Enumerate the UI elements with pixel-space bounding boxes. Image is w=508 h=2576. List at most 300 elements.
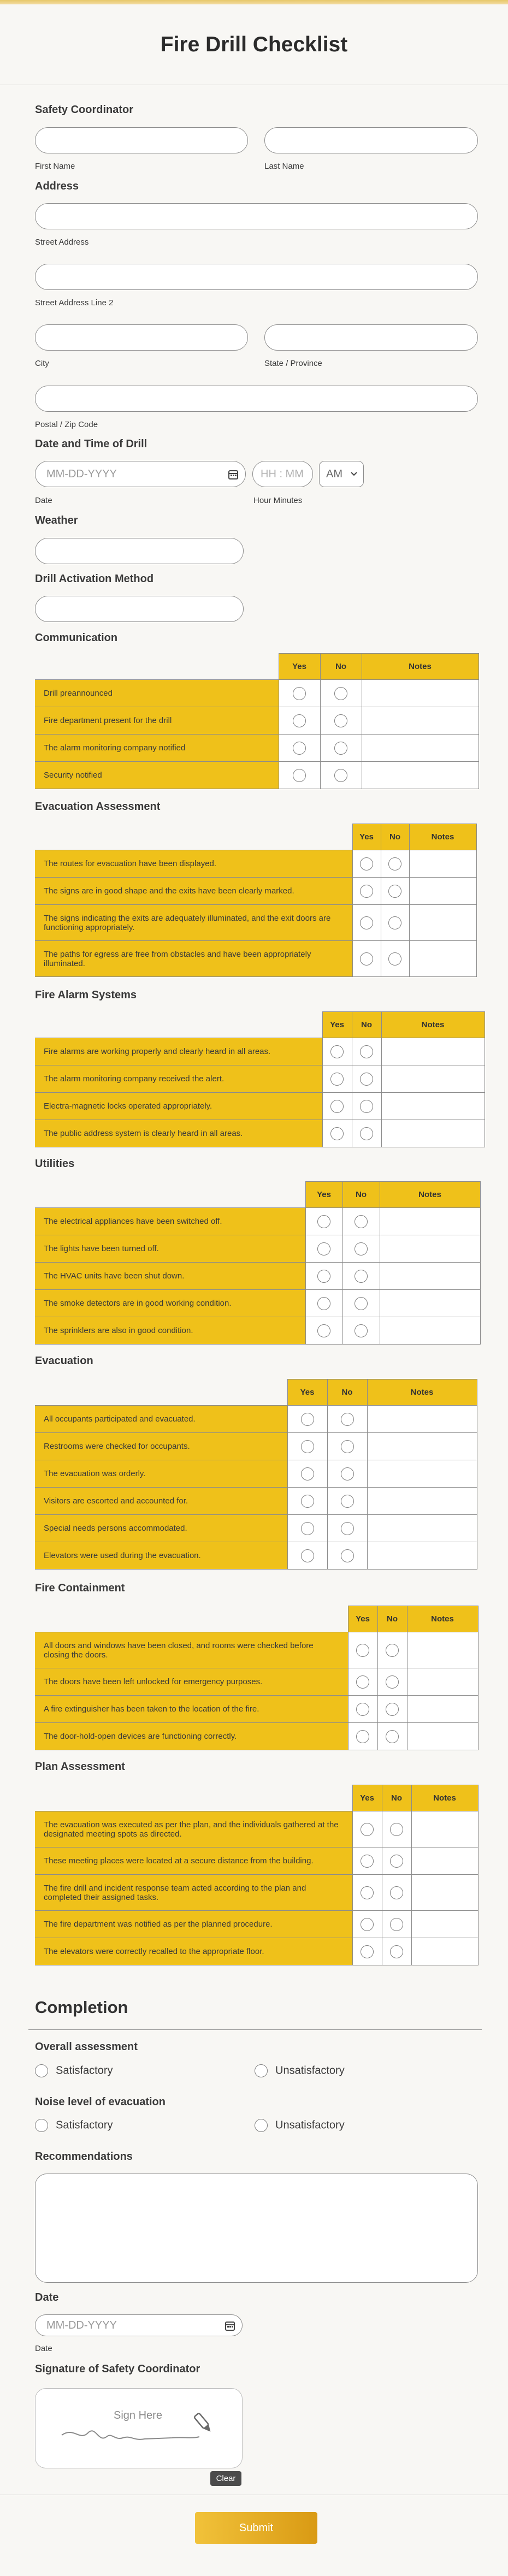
no-radio[interactable] [334, 769, 347, 782]
cell-no [382, 1811, 411, 1847]
drill-datetime-label: Date and Time of Drill [35, 438, 147, 450]
cell-yes [279, 707, 320, 735]
chevron-down-icon [350, 471, 358, 477]
cell-no [327, 1488, 367, 1515]
cell-no [327, 1406, 367, 1433]
row-question: A fire extinguisher has been taken to the location of the fire. [35, 1696, 348, 1723]
yes-radio[interactable] [301, 1549, 314, 1562]
cell-no [342, 1290, 380, 1317]
yes-radio[interactable] [356, 1703, 369, 1716]
activation-input[interactable] [35, 596, 244, 622]
cell-yes [305, 1235, 342, 1263]
yes-radio[interactable] [360, 952, 373, 966]
row-question: The fire department was notified as per the planned procedure. [35, 1911, 352, 1938]
notes-input[interactable] [367, 1460, 477, 1488]
drill-time-input[interactable]: HH : MM [252, 461, 313, 487]
cell-yes [348, 1632, 377, 1668]
yes-radio[interactable] [301, 1467, 314, 1481]
cell-yes [352, 1847, 382, 1875]
row-question: Restrooms were checked for occupants. [35, 1433, 287, 1460]
no-radio[interactable] [355, 1324, 368, 1337]
noise-satisfactory-option[interactable] [35, 2119, 113, 2132]
column-yes-header: Yes [352, 1785, 382, 1811]
cell-no [352, 1065, 381, 1093]
column-no-header: No [352, 1012, 381, 1038]
row-question: The signs are in good shape and the exits have been clearly marked. [35, 878, 352, 905]
cell-yes [287, 1460, 327, 1488]
cell-no [320, 762, 362, 789]
cell-no [327, 1542, 367, 1570]
yes-radio[interactable] [293, 687, 306, 700]
activation-label: Drill Activation Method [35, 573, 154, 585]
table-row [35, 1542, 477, 1570]
notes-input[interactable] [380, 1208, 480, 1235]
cell-yes [352, 850, 381, 878]
no-radio[interactable] [386, 1644, 399, 1657]
postal-input[interactable] [35, 386, 478, 412]
cell-yes [305, 1317, 342, 1345]
section-title: Plan Assessment [35, 1761, 125, 1773]
notes-input[interactable] [407, 1632, 478, 1668]
yes-radio[interactable] [360, 885, 373, 898]
top-accent-bar [0, 0, 508, 4]
header-spacer [35, 1606, 348, 1632]
notes-input[interactable] [381, 1120, 485, 1147]
no-radio[interactable] [334, 714, 347, 727]
notes-input[interactable] [381, 1065, 485, 1093]
notes-input[interactable] [411, 1938, 478, 1965]
table-row [35, 707, 479, 735]
yes-radio[interactable] [361, 1823, 374, 1836]
cell-no [342, 1235, 380, 1263]
overall-assessment-label: Overall assessment [35, 2041, 138, 2053]
table-row [35, 762, 479, 789]
column-notes-header: Notes [411, 1785, 478, 1811]
cell-no [352, 1120, 381, 1147]
cell-yes [348, 1696, 377, 1723]
checklist-table [35, 1011, 485, 1147]
no-radio[interactable] [355, 1242, 368, 1256]
cell-yes [305, 1290, 342, 1317]
cell-no [382, 1938, 411, 1965]
column-no-header: No [342, 1182, 380, 1208]
row-question: Elevators were used during the evacuation. [35, 1542, 287, 1570]
cell-no [320, 735, 362, 762]
submit-button[interactable]: Submit [195, 2512, 317, 2544]
cell-yes [322, 1038, 352, 1065]
cell-yes [348, 1723, 377, 1750]
table-row [35, 1406, 477, 1433]
yes-radio[interactable] [361, 1918, 374, 1931]
row-question: The HVAC units have been shut down. [35, 1263, 305, 1290]
notes-input[interactable] [407, 1668, 478, 1696]
drill-date-input[interactable] [35, 461, 246, 487]
column-no-header: No [382, 1785, 411, 1811]
overall-unsatisfactory-text: Unsatisfactory [275, 2064, 345, 2077]
notes-input[interactable] [411, 1911, 478, 1938]
table-row [35, 1433, 477, 1460]
cell-yes [305, 1263, 342, 1290]
yes-radio[interactable] [301, 1495, 314, 1508]
row-question: The public address system is clearly heard in all areas. [35, 1120, 322, 1147]
completion-date-placeholder: MM-DD-YYYY [46, 2319, 117, 2331]
row-question: Visitors are escorted and accounted for. [35, 1488, 287, 1515]
yes-radio[interactable] [360, 916, 373, 929]
yes-radio[interactable] [356, 1644, 369, 1657]
cell-yes [352, 1911, 382, 1938]
street-address-2-input[interactable] [35, 264, 478, 290]
cell-no [381, 905, 409, 941]
notes-input[interactable] [381, 1038, 485, 1065]
yes-radio[interactable] [317, 1242, 330, 1256]
table-row [35, 1263, 480, 1290]
yes-radio[interactable] [330, 1127, 344, 1140]
drill-date-placeholder: MM-DD-YYYY [46, 468, 117, 480]
cell-yes [322, 1093, 352, 1120]
recommendations-label: Recommendations [35, 2151, 133, 2163]
street-address-input[interactable] [35, 203, 478, 229]
yes-radio[interactable] [317, 1215, 330, 1228]
cell-no [352, 1093, 381, 1120]
cell-no [320, 707, 362, 735]
cell-yes [352, 1811, 382, 1847]
row-question: The door-hold-open devices are functioning correctly. [35, 1723, 348, 1750]
no-radio[interactable] [341, 1467, 354, 1481]
no-radio[interactable] [341, 1495, 354, 1508]
no-radio[interactable] [388, 952, 401, 966]
no-radio[interactable] [390, 1945, 403, 1958]
notes-input[interactable] [367, 1406, 477, 1433]
cell-no [342, 1208, 380, 1235]
yes-radio[interactable] [301, 1440, 314, 1453]
no-radio[interactable] [355, 1270, 368, 1283]
table-row [35, 1120, 485, 1147]
column-no-header: No [327, 1379, 367, 1406]
row-question: The lights have been turned off. [35, 1235, 305, 1263]
column-no-header: No [381, 824, 409, 850]
table-row [35, 1460, 477, 1488]
cell-yes [287, 1515, 327, 1542]
cell-no [382, 1875, 411, 1911]
cell-yes [287, 1542, 327, 1570]
no-radio[interactable] [341, 1440, 354, 1453]
state-input[interactable] [264, 324, 478, 351]
ampm-value: AM [326, 468, 342, 480]
cell-yes [279, 735, 320, 762]
no-radio[interactable] [386, 1675, 399, 1689]
table-row [35, 1317, 480, 1345]
cell-yes [287, 1406, 327, 1433]
row-question: The sprinklers are also in good condition. [35, 1317, 305, 1345]
address-label: Address [35, 180, 79, 192]
row-question: The fire drill and incident response team acted according to the plan and completed their assigned tasks. [35, 1875, 352, 1911]
row-question: These meeting places were located at a secure distance from the building. [35, 1847, 352, 1875]
column-notes-header: Notes [367, 1379, 477, 1406]
row-question: Special needs persons accommodated. [35, 1515, 287, 1542]
cell-no [327, 1515, 367, 1542]
overall-unsatisfactory-radio[interactable] [255, 2064, 268, 2077]
section-title: Evacuation [35, 1355, 93, 1367]
notes-input[interactable] [411, 1811, 478, 1847]
signature-pad[interactable] [35, 2388, 243, 2468]
table-row [35, 1847, 478, 1875]
cell-no [327, 1433, 367, 1460]
column-yes-header: Yes [279, 654, 320, 680]
cell-yes [352, 1875, 382, 1911]
no-radio[interactable] [360, 1045, 373, 1058]
notes-input[interactable] [407, 1723, 478, 1750]
yes-radio[interactable] [356, 1730, 369, 1743]
no-radio[interactable] [334, 742, 347, 755]
state-sublabel: State / Province [264, 359, 322, 368]
cell-no [377, 1696, 407, 1723]
cell-yes [279, 762, 320, 789]
yes-radio[interactable] [301, 1413, 314, 1426]
ampm-select[interactable] [319, 461, 364, 487]
table-row [35, 1632, 478, 1668]
table-row [35, 905, 476, 941]
yes-radio[interactable] [361, 1886, 374, 1899]
checklist-table [35, 824, 477, 977]
notes-input[interactable] [380, 1290, 480, 1317]
form-header [0, 4, 508, 85]
signature-illustration [36, 2389, 243, 2469]
column-notes-header: Notes [409, 824, 476, 850]
table-row [35, 1235, 480, 1263]
cell-no [377, 1668, 407, 1696]
completion-date-sublabel: Date [35, 2344, 52, 2353]
column-no-header: No [320, 654, 362, 680]
cell-yes [287, 1488, 327, 1515]
cell-no [382, 1847, 411, 1875]
cell-yes [352, 1938, 382, 1965]
table-row [35, 735, 479, 762]
header-spacer [35, 1012, 322, 1038]
notes-input[interactable] [411, 1875, 478, 1911]
column-notes-header: Notes [381, 1012, 485, 1038]
yes-radio[interactable] [361, 1945, 374, 1958]
no-radio[interactable] [388, 885, 401, 898]
calendar-icon[interactable] [225, 2320, 235, 2331]
noise-unsatisfactory-text: Unsatisfactory [275, 2119, 345, 2131]
checklist-table [35, 653, 479, 789]
no-radio[interactable] [360, 1100, 373, 1113]
no-radio[interactable] [341, 1549, 354, 1562]
notes-input[interactable] [367, 1515, 477, 1542]
cell-no [377, 1723, 407, 1750]
noise-unsatisfactory-radio[interactable] [255, 2119, 268, 2132]
street-address-sublabel: Street Address [35, 238, 89, 247]
row-question: The elevators were correctly recalled to the appropriate floor. [35, 1938, 352, 1965]
weather-input[interactable] [35, 538, 244, 564]
calendar-icon[interactable] [228, 469, 239, 480]
no-radio[interactable] [386, 1730, 399, 1743]
row-question: Electra-magnetic locks operated appropriately. [35, 1093, 322, 1120]
notes-input[interactable] [362, 680, 479, 707]
table-row [35, 850, 476, 878]
column-notes-header: Notes [362, 654, 479, 680]
table-row [35, 1875, 478, 1911]
recommendations-textarea[interactable] [35, 2174, 478, 2283]
column-yes-header: Yes [352, 824, 381, 850]
notes-input[interactable] [362, 735, 479, 762]
row-question: The alarm monitoring company received the alert. [35, 1065, 322, 1093]
table-row [35, 878, 476, 905]
noise-satisfactory-radio[interactable] [35, 2119, 48, 2132]
checklist-table [35, 1785, 479, 1965]
cell-yes [287, 1433, 327, 1460]
no-radio[interactable] [390, 1886, 403, 1899]
header-spacer [35, 1182, 305, 1208]
noise-level-label: Noise level of evacuation [35, 2096, 166, 2108]
signature-clear-button[interactable]: Clear [210, 2471, 241, 2486]
yes-radio[interactable] [330, 1100, 344, 1113]
cell-no [327, 1460, 367, 1488]
cell-no [342, 1317, 380, 1345]
yes-radio[interactable] [293, 769, 306, 782]
table-row [35, 1696, 478, 1723]
no-radio[interactable] [388, 916, 401, 929]
yes-radio[interactable] [317, 1270, 330, 1283]
yes-radio[interactable] [361, 1855, 374, 1868]
column-yes-header: Yes [322, 1012, 352, 1038]
section-title: Evacuation Assessment [35, 801, 161, 813]
notes-input[interactable] [367, 1488, 477, 1515]
checklist-table [35, 1379, 477, 1570]
completion-date-input[interactable] [35, 2314, 243, 2336]
overall-satisfactory-radio[interactable] [35, 2064, 48, 2077]
notes-input[interactable] [381, 1093, 485, 1120]
notes-input[interactable] [409, 878, 476, 905]
cell-yes [352, 941, 381, 977]
no-radio[interactable] [390, 1855, 403, 1868]
yes-radio[interactable] [330, 1073, 344, 1086]
row-question: The routes for evacuation have been displayed. [35, 850, 352, 878]
table-row [35, 1515, 477, 1542]
cell-no [342, 1263, 380, 1290]
section-title: Fire Alarm Systems [35, 989, 137, 1001]
notes-input[interactable] [380, 1317, 480, 1345]
signature-label: Signature of Safety Coordinator [35, 2363, 200, 2375]
cell-yes [348, 1668, 377, 1696]
yes-radio[interactable] [293, 714, 306, 727]
notes-input[interactable] [409, 941, 476, 977]
row-question: The smoke detectors are in good working condition. [35, 1290, 305, 1317]
table-row [35, 1038, 485, 1065]
table-row [35, 680, 479, 707]
notes-input[interactable] [411, 1847, 478, 1875]
postal-sublabel: Postal / Zip Code [35, 420, 98, 429]
column-yes-header: Yes [287, 1379, 327, 1406]
notes-input[interactable] [362, 762, 479, 789]
yes-radio[interactable] [317, 1324, 330, 1337]
yes-radio[interactable] [317, 1297, 330, 1310]
notes-input[interactable] [367, 1433, 477, 1460]
notes-input[interactable] [409, 850, 476, 878]
row-question: The evacuation was orderly. [35, 1460, 287, 1488]
overall-unsatisfactory-option[interactable] [255, 2064, 345, 2077]
row-question: Security notified [35, 762, 279, 789]
row-question: Fire alarms are working properly and clearly heard in all areas. [35, 1038, 322, 1065]
no-radio[interactable] [386, 1703, 399, 1716]
notes-input[interactable] [362, 707, 479, 735]
yes-radio[interactable] [301, 1522, 314, 1535]
table-row [35, 1208, 480, 1235]
completion-title: Completion [35, 1998, 128, 2017]
notes-input[interactable] [380, 1263, 480, 1290]
notes-input[interactable] [367, 1542, 477, 1570]
section-title: Communication [35, 632, 118, 644]
no-radio[interactable] [360, 1073, 373, 1086]
row-question: The signs indicating the exits are adequately illuminated, and the exit doors are functioning appropriately. [35, 905, 352, 941]
table-row [35, 1290, 480, 1317]
cell-yes [352, 878, 381, 905]
city-input[interactable] [35, 324, 248, 351]
no-radio[interactable] [360, 1127, 373, 1140]
row-question: The alarm monitoring company notified [35, 735, 279, 762]
cell-no [352, 1038, 381, 1065]
no-radio[interactable] [388, 857, 401, 870]
yes-radio[interactable] [293, 742, 306, 755]
cell-no [381, 878, 409, 905]
yes-radio[interactable] [330, 1045, 344, 1058]
first-name-sublabel: First Name [35, 162, 75, 171]
last-name-sublabel: Last Name [264, 162, 304, 171]
no-radio[interactable] [341, 1522, 354, 1535]
section-title: Utilities [35, 1158, 75, 1170]
checklist-table [35, 1181, 481, 1345]
noise-satisfactory-text: Satisfactory [56, 2119, 113, 2131]
signature-placeholder: Sign Here [114, 2409, 162, 2421]
column-yes-header: Yes [348, 1606, 377, 1632]
cell-yes [352, 905, 381, 941]
notes-input[interactable] [380, 1235, 480, 1263]
no-radio[interactable] [355, 1215, 368, 1228]
cell-yes [305, 1208, 342, 1235]
completion-date-label: Date [35, 2291, 59, 2303]
cell-no [382, 1911, 411, 1938]
overall-satisfactory-option[interactable] [35, 2064, 113, 2077]
no-radio[interactable] [334, 687, 347, 700]
yes-radio[interactable] [360, 857, 373, 870]
no-radio[interactable] [390, 1823, 403, 1836]
safety-coordinator-label: Safety Coordinator [35, 104, 134, 116]
notes-input[interactable] [407, 1696, 478, 1723]
noise-unsatisfactory-option[interactable] [255, 2119, 345, 2132]
no-radio[interactable] [341, 1413, 354, 1426]
cell-no [377, 1632, 407, 1668]
row-question: The doors have been left unlocked for emergency purposes. [35, 1668, 348, 1696]
header-spacer [35, 1785, 352, 1811]
row-question: Drill preannounced [35, 680, 279, 707]
table-row [35, 1065, 485, 1093]
notes-input[interactable] [409, 905, 476, 941]
city-sublabel: City [35, 359, 49, 368]
no-radio[interactable] [390, 1918, 403, 1931]
section-title: Fire Containment [35, 1582, 125, 1594]
cell-no [320, 680, 362, 707]
cell-yes [322, 1065, 352, 1093]
table-row [35, 1723, 478, 1750]
last-name-input[interactable] [264, 127, 478, 153]
first-name-input[interactable] [35, 127, 248, 153]
yes-radio[interactable] [356, 1675, 369, 1689]
street-address-2-sublabel: Street Address Line 2 [35, 298, 114, 307]
column-notes-header: Notes [407, 1606, 478, 1632]
column-notes-header: Notes [380, 1182, 480, 1208]
table-row [35, 1488, 477, 1515]
no-radio[interactable] [355, 1297, 368, 1310]
